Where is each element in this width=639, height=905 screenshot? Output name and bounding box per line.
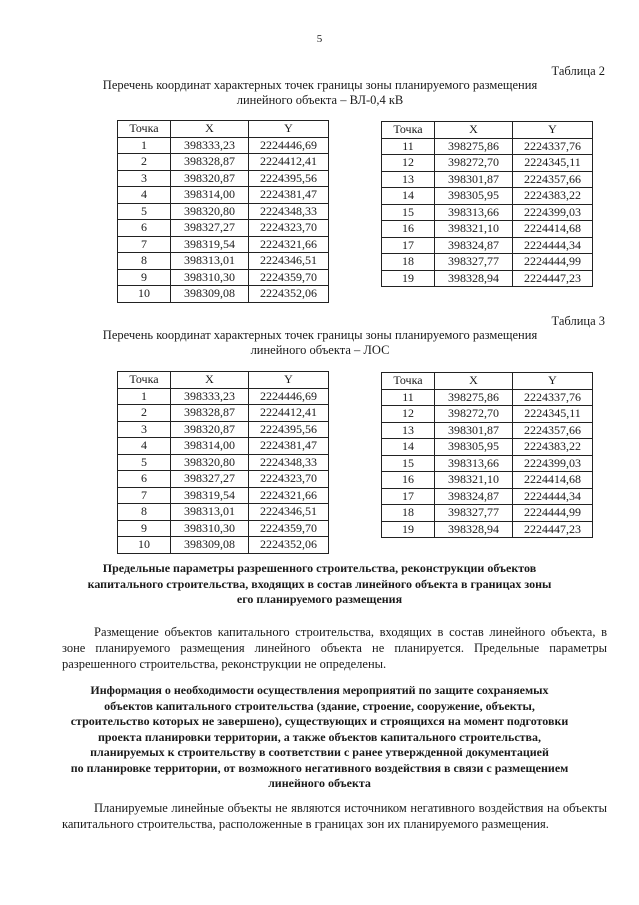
table-row [118,388,329,405]
point-number-cell: 15 [382,204,435,221]
table-row [118,487,329,504]
section-2-heading [62,683,577,792]
table-3-left [117,371,329,554]
table-row [382,204,593,221]
y-coordinate-cell: 2224447,23 [513,270,593,287]
point-number-cell: 13 [382,171,435,188]
y-coordinate-cell: 2224323,70 [249,220,329,237]
y-coordinate-cell: 2224381,47 [249,438,329,455]
y-coordinate-cell: 2224444,99 [513,505,593,522]
point-number-cell: 16 [382,221,435,238]
section-2-heading-line: планируемых к строительству в соответствии с ранее утвержденной документацией [90,745,549,759]
x-coordinate-cell: 398314,00 [171,187,249,204]
y-coordinate-cell: 2224359,70 [249,269,329,286]
point-number-cell: 8 [118,253,171,270]
y-coordinate-cell: 2224444,34 [513,488,593,505]
table-row [118,520,329,537]
y-coordinate-cell: 2224337,76 [513,389,593,406]
table-row [118,454,329,471]
table-row [382,521,593,538]
y-coordinate-cell: 2224337,76 [513,138,593,155]
column-header: Точка [382,373,435,390]
table-row [118,504,329,521]
y-coordinate-cell: 2224348,33 [249,203,329,220]
x-coordinate-cell: 398272,70 [435,155,513,172]
table-row [118,170,329,187]
point-number-cell: 4 [118,187,171,204]
table-3-caption-line-2: линейного объекта – ЛОС [250,343,390,357]
y-coordinate-cell: 2224412,41 [249,405,329,422]
x-coordinate-cell: 398320,87 [171,421,249,438]
section-2-heading-line: проекта планировки территории, а также объектов капитального строительства, [97,729,542,744]
column-header: X [171,372,249,389]
column-header: Точка [118,372,171,389]
y-coordinate-cell: 2224412,41 [249,154,329,171]
x-coordinate-cell: 398320,87 [171,170,249,187]
section-2-heading-line: объектов капитального строительства (здание, строение, сооружение, объекты, [104,698,535,713]
x-coordinate-cell: 398324,87 [435,237,513,254]
x-coordinate-cell: 398328,94 [435,521,513,538]
table-row [118,286,329,303]
table-row [382,406,593,423]
table-row [382,505,593,522]
point-number-cell: 1 [118,388,171,405]
x-coordinate-cell: 398272,70 [435,406,513,423]
table-3-caption [60,328,580,358]
table-header-row [382,122,593,139]
x-coordinate-cell: 398313,01 [171,504,249,521]
y-coordinate-cell: 2224323,70 [249,471,329,488]
point-number-cell: 18 [382,505,435,522]
y-coordinate-cell: 2224395,56 [249,421,329,438]
table-row [118,220,329,237]
table-2-caption-line-1: Перечень координат характерных точек границы зоны планируемого размещения [102,78,538,92]
y-coordinate-cell: 2224444,34 [513,237,593,254]
x-coordinate-cell: 398328,94 [435,270,513,287]
point-number-cell: 5 [118,454,171,471]
table-row [382,155,593,172]
x-coordinate-cell: 398309,08 [171,537,249,554]
table-header-row [118,121,329,138]
table-row [382,488,593,505]
x-coordinate-cell: 398319,54 [171,487,249,504]
page-number: 5 [316,33,323,45]
x-coordinate-cell: 398313,01 [171,253,249,270]
point-number-cell: 14 [382,439,435,456]
column-header: Y [513,122,593,139]
column-header: X [171,121,249,138]
column-header: Точка [118,121,171,138]
point-number-cell: 10 [118,286,171,303]
y-coordinate-cell: 2224357,66 [513,422,593,439]
point-number-cell: 5 [118,203,171,220]
table-2-caption [60,78,580,108]
y-coordinate-cell: 2224345,11 [513,406,593,423]
table-row [118,269,329,286]
point-number-cell: 8 [118,504,171,521]
y-coordinate-cell: 2224414,68 [513,472,593,489]
table-row [382,237,593,254]
y-coordinate-cell: 2224345,11 [513,155,593,172]
column-header: Y [513,373,593,390]
point-number-cell: 17 [382,488,435,505]
point-number-cell: 11 [382,389,435,406]
point-number-cell: 9 [118,269,171,286]
point-number-cell: 14 [382,188,435,205]
x-coordinate-cell: 398310,30 [171,269,249,286]
x-coordinate-cell: 398320,80 [171,454,249,471]
table-2-right [381,121,593,287]
x-coordinate-cell: 398327,27 [171,220,249,237]
table-row [118,187,329,204]
table-row [382,422,593,439]
table-2-caption-line-2: линейного объекта – ВЛ-0,4 кВ [236,93,404,107]
x-coordinate-cell: 398301,87 [435,171,513,188]
point-number-cell: 6 [118,220,171,237]
x-coordinate-cell: 398328,87 [171,405,249,422]
section-2-heading-line: Информация о необходимости осуществления мероприятий по защите сохраняемых [90,683,549,697]
table-row [382,270,593,287]
point-number-cell: 11 [382,138,435,155]
table-row [118,537,329,554]
point-number-cell: 17 [382,237,435,254]
y-coordinate-cell: 2224399,03 [513,204,593,221]
point-number-cell: 12 [382,155,435,172]
point-number-cell: 18 [382,254,435,271]
table-header-row [382,373,593,390]
x-coordinate-cell: 398301,87 [435,422,513,439]
section-2-paragraph: Планируемые линейные объекты не являются источником негативного воздействия на объекты капитального строительства, расположенные в границах зон их планируемого размещения. [62,801,607,831]
table-3-label: Таблица 3 [551,314,605,328]
y-coordinate-cell: 2224352,06 [249,537,329,554]
x-coordinate-cell: 398333,23 [171,388,249,405]
y-coordinate-cell: 2224414,68 [513,221,593,238]
section-1-heading-line: Предельные параметры разрешенного строительства, реконструкции объектов [102,561,537,575]
column-header: X [435,122,513,139]
point-number-cell: 16 [382,472,435,489]
table-row [118,421,329,438]
y-coordinate-cell: 2224346,51 [249,253,329,270]
table-row [118,154,329,171]
point-number-cell: 4 [118,438,171,455]
table-2-label: Таблица 2 [551,64,605,78]
point-number-cell: 3 [118,421,171,438]
section-1-paragraph: Размещение объектов капитального строительства, входящих в состав линейного объекта, в зоне планируемого размещения линейного объекта не планируется. Предельные параметры разрешенного строительства, реконструкции не определены. [62,625,607,671]
y-coordinate-cell: 2224447,23 [513,521,593,538]
x-coordinate-cell: 398313,66 [435,455,513,472]
y-coordinate-cell: 2224381,47 [249,187,329,204]
y-coordinate-cell: 2224383,22 [513,439,593,456]
x-coordinate-cell: 398305,95 [435,188,513,205]
table-row [382,138,593,155]
table-row [118,236,329,253]
column-header: Точка [382,122,435,139]
x-coordinate-cell: 398305,95 [435,439,513,456]
x-coordinate-cell: 398319,54 [171,236,249,253]
table-row [382,221,593,238]
x-coordinate-cell: 398314,00 [171,438,249,455]
table-row [118,471,329,488]
point-number-cell: 2 [118,405,171,422]
x-coordinate-cell: 398313,66 [435,204,513,221]
y-coordinate-cell: 2224346,51 [249,504,329,521]
point-number-cell: 19 [382,270,435,287]
table-row [382,455,593,472]
table-row [382,389,593,406]
y-coordinate-cell: 2224359,70 [249,520,329,537]
x-coordinate-cell: 398327,77 [435,254,513,271]
y-coordinate-cell: 2224321,66 [249,236,329,253]
point-number-cell: 19 [382,521,435,538]
point-number-cell: 12 [382,406,435,423]
y-coordinate-cell: 2224446,69 [249,388,329,405]
table-row [382,188,593,205]
x-coordinate-cell: 398310,30 [171,520,249,537]
point-number-cell: 1 [118,137,171,154]
point-number-cell: 3 [118,170,171,187]
x-coordinate-cell: 398327,27 [171,471,249,488]
table-2-left [117,120,329,303]
x-coordinate-cell: 398328,87 [171,154,249,171]
y-coordinate-cell: 2224399,03 [513,455,593,472]
table-row [382,439,593,456]
point-number-cell: 13 [382,422,435,439]
y-coordinate-cell: 2224352,06 [249,286,329,303]
y-coordinate-cell: 2224446,69 [249,137,329,154]
point-number-cell: 2 [118,154,171,171]
table-row [118,405,329,422]
section-1-heading [62,561,577,608]
x-coordinate-cell: 398321,10 [435,472,513,489]
point-number-cell: 10 [118,537,171,554]
section-1-heading-line: капитального строительства, входящих в состав линейного объекта в границах зоны [87,576,552,591]
y-coordinate-cell: 2224383,22 [513,188,593,205]
point-number-cell: 7 [118,236,171,253]
table-row [382,254,593,271]
x-coordinate-cell: 398327,77 [435,505,513,522]
point-number-cell: 7 [118,487,171,504]
y-coordinate-cell: 2224444,99 [513,254,593,271]
x-coordinate-cell: 398321,10 [435,221,513,238]
section-2-heading-line: строительство которых не завершено), существующих и строящихся на момент подготовки [70,714,569,728]
section-2-heading-line: линейного объекта [268,776,371,790]
y-coordinate-cell: 2224321,66 [249,487,329,504]
table-row [382,472,593,489]
table-row [118,438,329,455]
table-row [382,171,593,188]
y-coordinate-cell: 2224395,56 [249,170,329,187]
y-coordinate-cell: 2224357,66 [513,171,593,188]
column-header: X [435,373,513,390]
column-header: Y [249,121,329,138]
table-3-right [381,372,593,538]
table-row [118,253,329,270]
point-number-cell: 15 [382,455,435,472]
y-coordinate-cell: 2224348,33 [249,454,329,471]
x-coordinate-cell: 398275,86 [435,138,513,155]
point-number-cell: 9 [118,520,171,537]
table-row [118,203,329,220]
x-coordinate-cell: 398275,86 [435,389,513,406]
table-3-caption-line-1: Перечень координат характерных точек границы зоны планируемого размещения [102,328,538,342]
section-2-heading-line: по планировке территории, от возможного негативного воздействия в связи с размещением [70,760,569,775]
table-row [118,137,329,154]
x-coordinate-cell: 398320,80 [171,203,249,220]
x-coordinate-cell: 398324,87 [435,488,513,505]
x-coordinate-cell: 398309,08 [171,286,249,303]
column-header: Y [249,372,329,389]
table-header-row [118,372,329,389]
section-1-heading-line: его планируемого размещения [236,592,403,606]
point-number-cell: 6 [118,471,171,488]
x-coordinate-cell: 398333,23 [171,137,249,154]
